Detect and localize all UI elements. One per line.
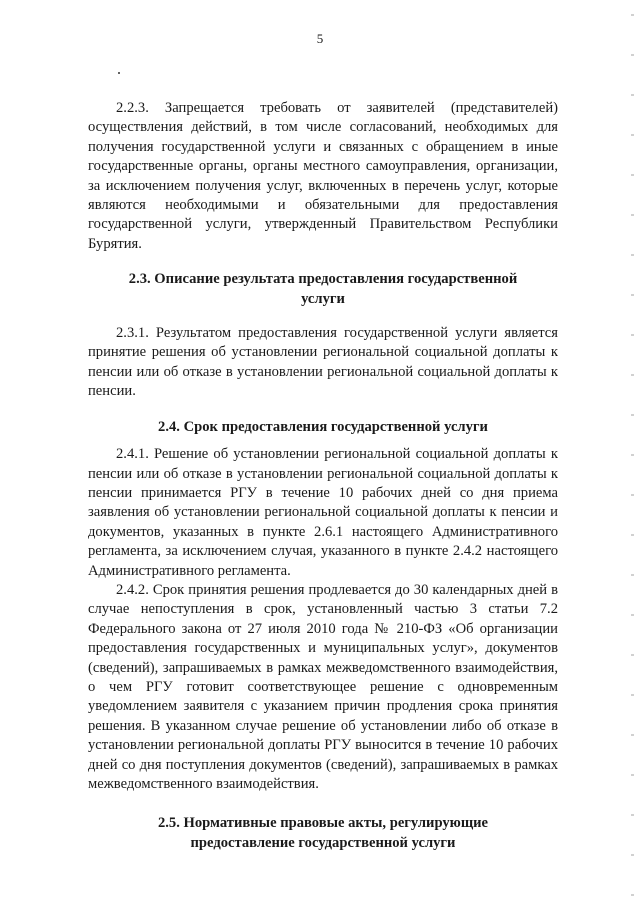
paragraph-2-4-2: 2.4.2. Срок принятия решения продлевается до 30 календарных дней в случае непоступления в срок, установленный частью 3 статьи 7.2 Федерального закона от 27 июля 2010 года № 210-ФЗ «Об организации предоставления государственных и муниципальных услуг», документов (сведений), запрашиваемых в рамках межведомственного взаимодействия, о чем РГУ готовит соответствующее решение с одновременным уведомлением заявителя с указанием причин продления срока принятия решения. В указанном случае решение об установлении либо об отказе в установлении региональной доплаты РГУ выносится в течение 10 рабочих дней со дня поступления документов (сведений), запрашиваемых в рамках межведомственного взаимодействия.	[88, 581, 558, 792]
heading-2-5: 2.5. Нормативные правовые акты, регулирующие предоставление государственной услуги	[157, 815, 489, 851]
heading-2-4: 2.4. Срок предоставления государственной услуги	[158, 418, 488, 435]
paragraph-2-4-1: 2.4.1. Решение об установлении региональной социальной доплаты к пенсии или об отказе в установлении региональной социальной доплаты к пенсии принимается РГУ в течение 10 рабочих дней со дня приема заявления об установлении региональной социальной доплаты к пенсии и документов, указанных в пункте 2.6.1 настоящего Административного регламента, за исключением случая, указанного в пункте 2.4.2 настоящего Административного регламента.	[88, 446, 558, 579]
document-body	[88, 99, 558, 853]
heading-2-3: 2.3. Описание результата предоставления государственной услуги	[128, 271, 518, 307]
scan-edge-marks	[631, 0, 634, 905]
scan-speck	[118, 72, 120, 74]
page-number: 5	[316, 31, 324, 46]
paragraph-2-3-1: 2.3.1. Результатом предоставления государственной услуги является принятие решения об установлении региональной социальной доплаты к пенсии или об отказе в установлении региональной социальной доплаты к пенсии.	[88, 325, 558, 400]
paragraph-2-2-3: 2.2.3. Запрещается требовать от заявителей (представителей) осуществления действий, в том числе согласований, необходимых для получения государственной услуги и связанных с обращением в иные государственные органы, органы местного самоуправления, организации, за исключением получения услуг, включенных в перечень услуг, которые являются необходимыми и обязательными для предоставления государственной услуги, утвержденный Правительством Республики Бурятия.	[88, 100, 558, 252]
